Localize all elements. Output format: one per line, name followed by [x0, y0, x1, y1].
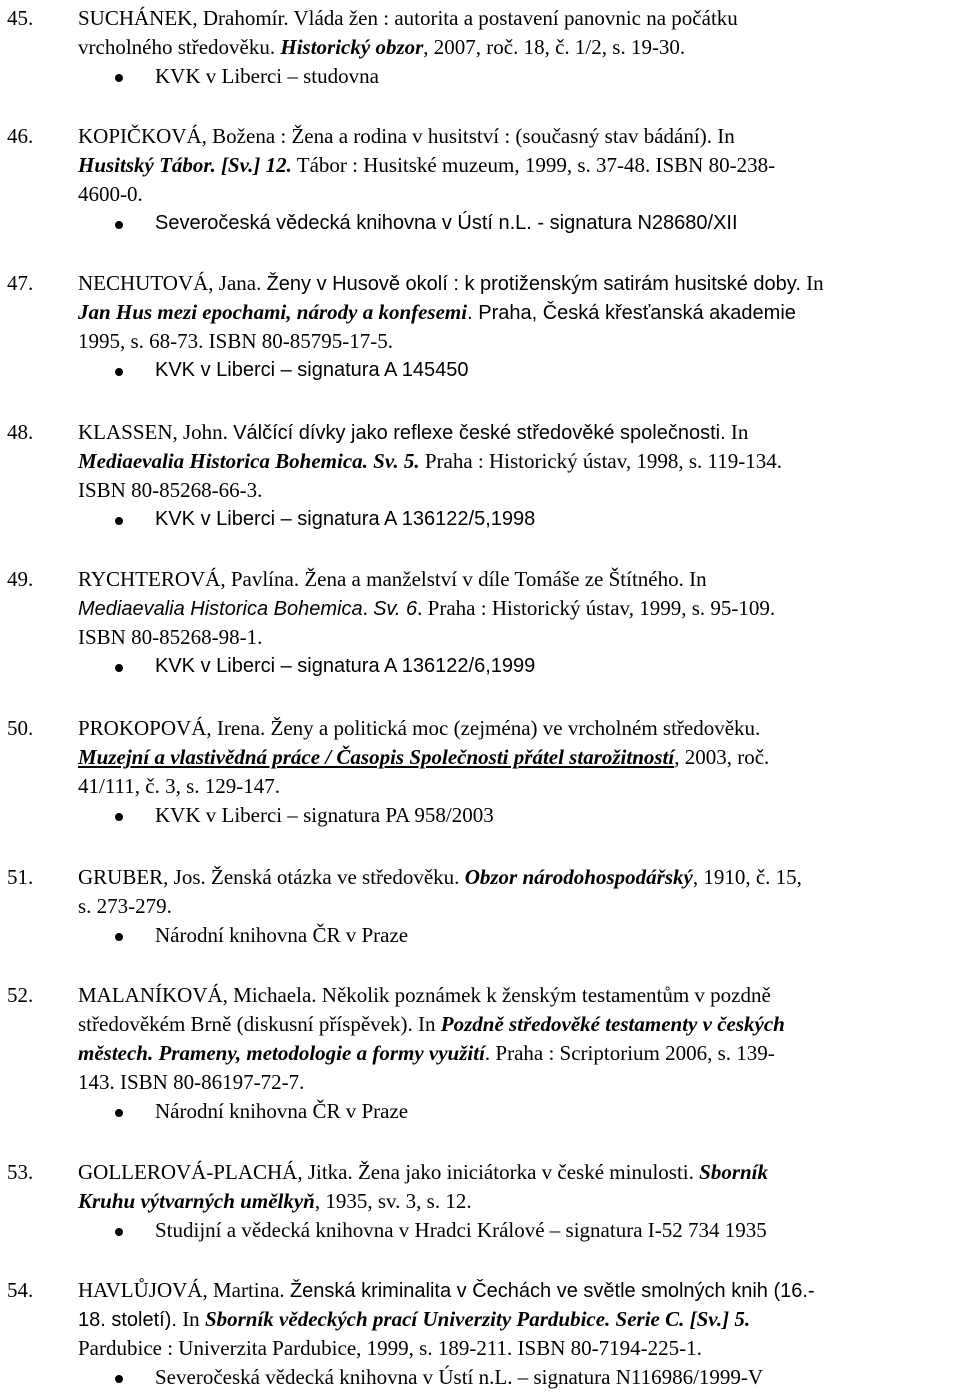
library-location: Národní knihovna ČR v Praze [155, 923, 409, 947]
entry-text: NECHUTOVÁ, Jana. Ženy v Husově okolí : k protiženským satirám husitské doby. In [78, 271, 824, 295]
bibliography-entry-47 [0, 269, 960, 385]
location-item [0, 356, 960, 385]
entry-text: KOPIČKOVÁ, Božena : Žena a rodina v husitství : (současný stav bádání). In [78, 124, 735, 148]
bullet-icon [115, 221, 123, 229]
library-location: Severočeská vědecká knihovna v Ústí n.L. - signatura N28680/XII [155, 212, 738, 234]
entry-text: středověkém Brně (diskusní příspěvek). In Pozdně středověké testamenty v českých [78, 1012, 785, 1036]
bibliography-entry-45 [0, 4, 960, 91]
entry-text: SUCHÁNEK, Drahomír. Vláda žen : autorita a postavení panovnic na počátku [78, 6, 738, 30]
entry-text: Muzejní a vlastivědná práce / Časopis Společnosti přátel starožitností, 2003, roč. [78, 745, 770, 769]
bibliography-entry-46 [0, 122, 960, 238]
entry-text: PROKOPOVÁ, Irena. Ženy a politická moc (zejména) ve vrcholném středověku. [78, 716, 761, 740]
location-item [0, 1097, 960, 1126]
book-title: městech. Prameny, metodologie a formy využití [78, 1041, 485, 1065]
entry-text: MALANÍKOVÁ, Michaela. Několik poznámek k ženským testamentům v pozdně [78, 983, 771, 1007]
location-item [0, 921, 960, 950]
bullet-icon [115, 1109, 123, 1117]
entry-text: ISBN 80-85268-98-1. [78, 625, 263, 649]
entry-number: 52. [7, 983, 34, 1007]
entry-text: 4600-0. [78, 182, 143, 206]
bullet-icon [115, 1375, 123, 1383]
entry-text: Kruhu výtvarných umělkyň, 1935, sv. 3, s. 12. [78, 1189, 472, 1213]
bibliography-entry-51 [0, 863, 960, 950]
entry-number: 45. [7, 6, 34, 30]
bibliography-entry-48 [0, 418, 960, 534]
entry-text: HAVLŮJOVÁ, Martina. Ženská kriminalita v Čechách ve světle smolných knih (16.- [78, 1278, 815, 1302]
bibliography-entry-54 [0, 1276, 960, 1392]
entry-number: 51. [7, 865, 34, 889]
library-location: Studijní a vědecká knihovna v Hradci Králové – signatura I-52 734 1935 [155, 1218, 767, 1242]
library-location: Národní knihovna ČR v Praze [155, 1099, 409, 1123]
library-location: KVK v Liberci – signatura PA 958/2003 [155, 803, 494, 827]
book-title: Pozdně středověké testamenty v českých [440, 1012, 785, 1036]
location-item [0, 62, 960, 91]
entry-text: ISBN 80-85268-66-3. [78, 478, 263, 502]
library-location: KVK v Liberci – signatura A 145450 [155, 359, 469, 381]
entry-text: 143. ISBN 80-86197-72-7. [78, 1070, 305, 1094]
bullet-icon [115, 74, 123, 82]
bibliography-entry-52 [0, 981, 960, 1126]
bullet-icon [115, 813, 123, 821]
location-item [0, 652, 960, 681]
bullet-icon [115, 517, 123, 525]
series-title: Mediaevalia Historica Bohemica. Sv. 5. [78, 449, 420, 473]
library-location: Severočeská vědecká knihovna v Ústí n.L. – signatura N116986/1999-V [155, 1365, 764, 1389]
journal-title: Obzor národohospodářský [464, 865, 693, 889]
entry-text: KLASSEN, John. Válčící dívky jako reflexe české středověké společnosti. In [78, 420, 749, 444]
library-location: KVK v Liberci – signatura A 136122/6,1999 [155, 655, 536, 677]
bibliography-entry-50 [0, 714, 960, 830]
entry-number: 49. [7, 567, 34, 591]
library-location: KVK v Liberci – signatura A 136122/5,1998 [155, 508, 536, 530]
entry-text: Mediaevalia Historica Bohemica. Sv. 5. Praha : Historický ústav, 1998, s. 119-134. [78, 449, 783, 473]
book-title: Jan Hus mezi epochami, národy a konfesemi [78, 300, 468, 324]
journal-title: Historický obzor [280, 35, 424, 59]
bullet-icon [115, 1228, 123, 1236]
entry-text: Jan Hus mezi epochami, národy a konfesemi. Praha, Česká křesťanská akademie [78, 300, 796, 324]
location-item [0, 209, 960, 238]
location-item [0, 801, 960, 830]
location-item [0, 1363, 960, 1392]
entry-text: GRUBER, Jos. Ženská otázka ve středověku. Obzor národohospodářský, 1910, č. 15, [78, 865, 802, 889]
entry-number: 54. [7, 1278, 34, 1302]
bibliography-entry-53 [0, 1158, 960, 1245]
entry-text: Mediaevalia Historica Bohemica. Sv. 6. Praha : Historický ústav, 1999, s. 95-109. [78, 596, 776, 620]
series-title: Mediaevalia Historica Bohemica [78, 598, 363, 620]
entry-text: GOLLEROVÁ-PLACHÁ, Jitka. Žena jako iniciátorka v české minulosti. Sborník [78, 1160, 769, 1184]
journal-title: Muzejní a vlastivědná práce / Časopis Společnosti přátel starožitností [78, 745, 675, 769]
entry-number: 50. [7, 716, 34, 740]
entry-text: 18. století). In Sborník vědeckých prací Univerzity Pardubice. Serie C. [Sv.] 5. [78, 1307, 751, 1331]
series-title: Sborník vědeckých prací Univerzity Pardubice. Serie C. [Sv.] 5. [204, 1307, 751, 1331]
bibliography-entry-49 [0, 565, 960, 681]
entry-number: 53. [7, 1160, 34, 1184]
location-item [0, 1216, 960, 1245]
bullet-icon [115, 368, 123, 376]
entry-text: 1995, s. 68-73. ISBN 80-85795-17-5. [78, 329, 393, 353]
entry-text: RYCHTEROVÁ, Pavlína. Žena a manželství v díle Tomáše ze Štítného. In [78, 567, 707, 591]
bullet-icon [115, 933, 123, 941]
book-title: Husitský Tábor. [Sv.] 12. [78, 153, 292, 177]
entry-number: 46. [7, 124, 34, 148]
bullet-icon [115, 664, 123, 672]
journal-title: Sborník [699, 1160, 769, 1184]
entry-text: s. 273-279. [78, 894, 172, 918]
entry-text: vrcholného středověku. Historický obzor, 2007, roč. 18, č. 1/2, s. 19-30. [78, 35, 686, 59]
entry-number: 47. [7, 271, 34, 295]
entry-text: městech. Prameny, metodologie a formy využití. Praha : Scriptorium 2006, s. 139- [78, 1041, 775, 1065]
location-item [0, 505, 960, 534]
entry-text: 41/111, č. 3, s. 129-147. [78, 774, 281, 798]
library-location: KVK v Liberci – studovna [155, 64, 379, 88]
entry-text: Husitský Tábor. [Sv.] 12. Tábor : Husitské muzeum, 1999, s. 37-48. ISBN 80-238- [78, 153, 776, 177]
entry-text: Pardubice : Univerzita Pardubice, 1999, s. 189-211. ISBN 80-7194-225-1. [78, 1336, 702, 1360]
journal-title: Kruhu výtvarných umělkyň [78, 1189, 315, 1213]
entry-number: 48. [7, 420, 34, 444]
